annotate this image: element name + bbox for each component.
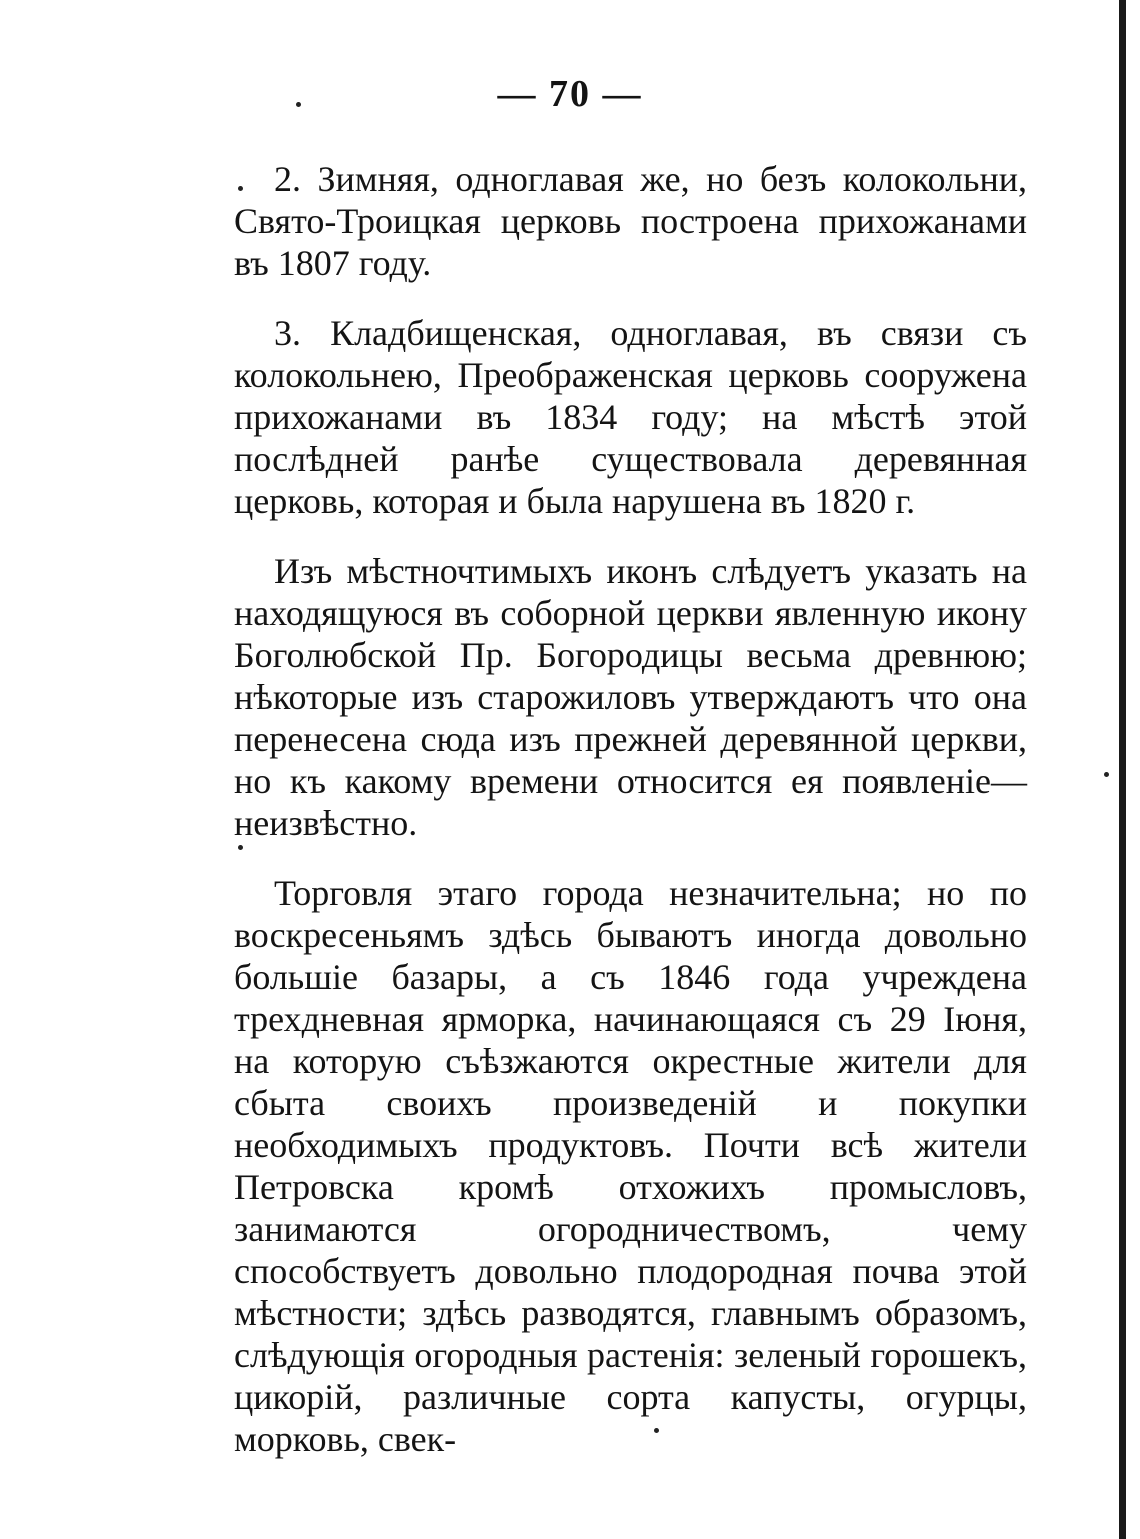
paragraph-trade: Торговля этаго города незначительна; но по воскресеньямъ здѣсь бываютъ иногда довольно большіе базары, а съ 1846 года учреждена трехдневная ярморка, начинающаяся съ 29 Іюня, на которую съѣзжаются окрестные жители для сбыта своихъ произведеній и покупки необходимыхъ продуктовъ. Почти всѣ жители Петровска кромѣ отхожихъ промысловъ, занимаются огородничествомъ, чему способствуетъ довольно плодородная почва этой мѣстности; здѣсь разводятся, главнымъ образомъ, слѣдующія огородныя растенія: зеленый горошекъ, цикорій, различные сорта капусты, огурцы, морковь, свек- bbox=[234, 873, 1027, 1459]
page-body bbox=[234, 158, 1027, 1460]
paragraph-church-winter: 2. Зимняя, одноглавая же, но безъ колокольни, Свято-Троицкая церковь построена прихожанами въ 1807 году. bbox=[234, 159, 1027, 283]
paragraph-church-cemetery: 3. Кладбищенская, одноглавая, въ связи съ колокольнею, Преображенская церковь сооружена прихожанами въ 1834 году; на мѣстѣ этой послѣдней ранѣе существовала деревянная церковь, которая и была нарушена въ 1820 г. bbox=[234, 313, 1027, 521]
paragraph-icons: Изъ мѣстночтимыхъ иконъ слѣдуетъ указать на находящуюся въ соборной церкви явленную икону Боголюбской Пр. Богородицы весьма древнюю; нѣкоторые изъ старожиловъ утверждаютъ что она перенесена сюда изъ прежней деревянной церкви, но къ какому времени относится ея появленіе—неизвѣстно. bbox=[234, 551, 1027, 843]
scan-edge-line bbox=[1119, 0, 1126, 1539]
scan-speck bbox=[654, 1428, 659, 1433]
scan-speck bbox=[1104, 772, 1109, 777]
scan-speck bbox=[238, 845, 243, 850]
scan-speck bbox=[238, 186, 243, 191]
scan-speck bbox=[296, 102, 301, 107]
page-number: — 70 — bbox=[497, 73, 643, 115]
